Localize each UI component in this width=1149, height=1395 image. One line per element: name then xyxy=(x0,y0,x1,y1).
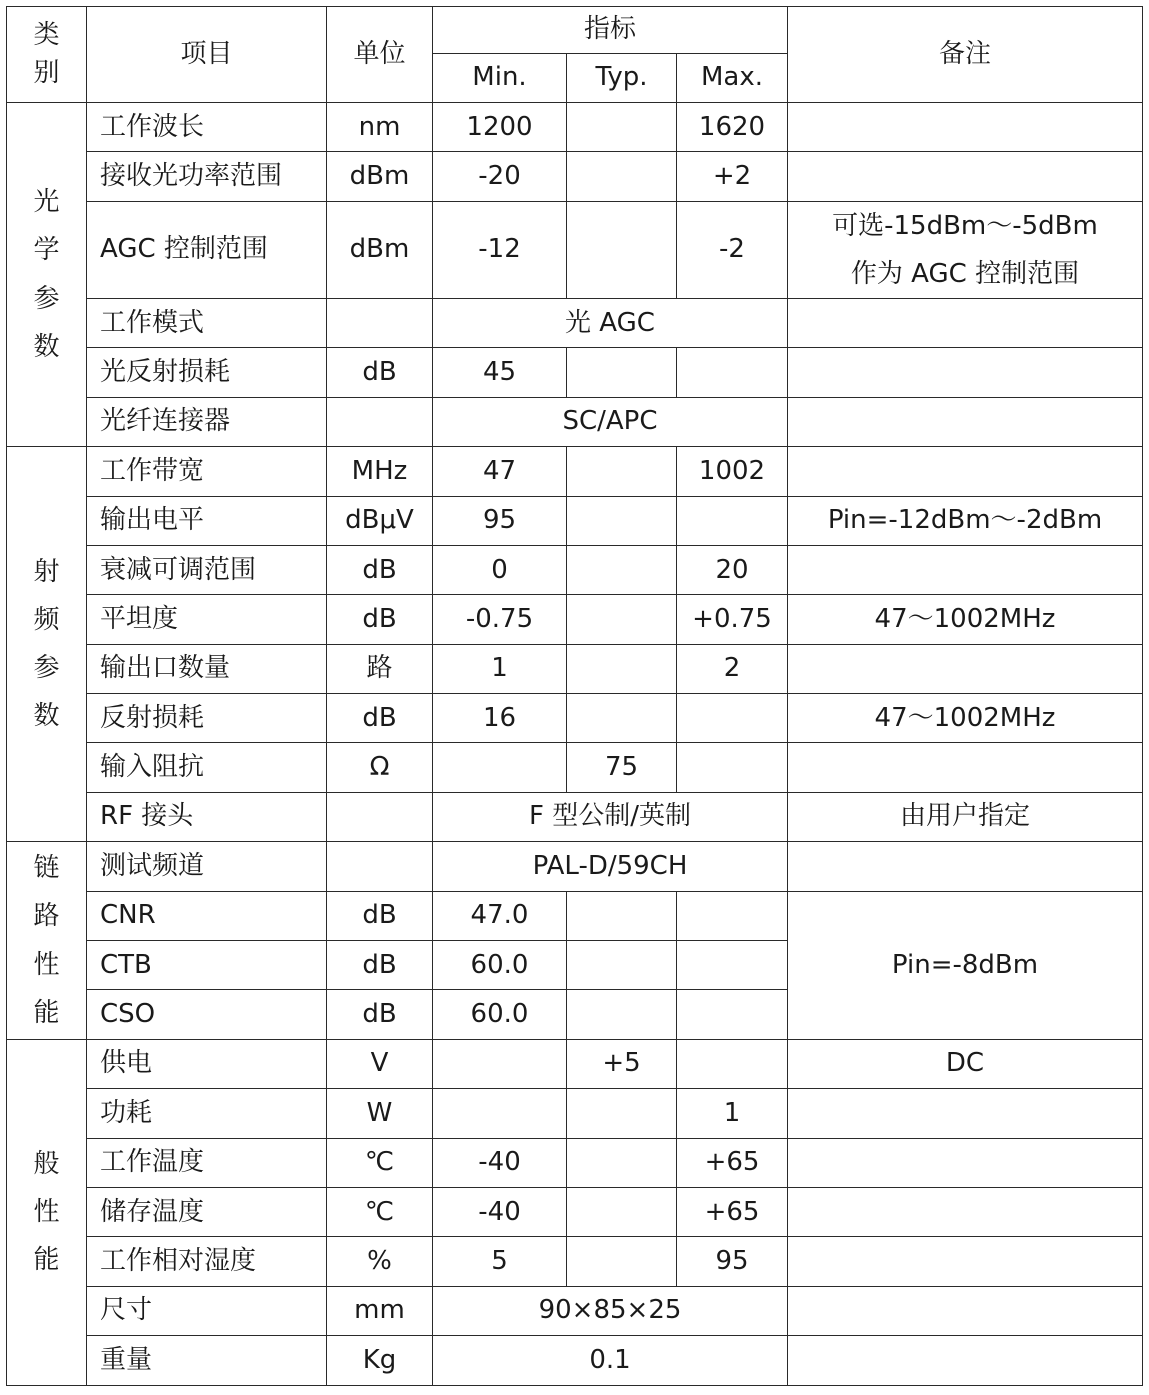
typ-cell: 75 xyxy=(567,743,677,792)
max-cell xyxy=(677,694,788,743)
note-cell xyxy=(788,447,1143,496)
min-cell xyxy=(433,1089,567,1138)
max-cell xyxy=(677,941,788,990)
table-row xyxy=(7,595,1143,644)
typ-cell xyxy=(567,1138,677,1187)
item-cell: 工作波长 xyxy=(87,103,327,152)
table-row xyxy=(7,1188,1143,1237)
max-cell: +65 xyxy=(677,1188,788,1237)
max-cell: +0.75 xyxy=(677,595,788,644)
note-cell xyxy=(788,298,1143,347)
min-cell xyxy=(433,1039,567,1088)
max-cell: 2 xyxy=(677,644,788,693)
max-cell: 1 xyxy=(677,1089,788,1138)
min-cell: -12 xyxy=(433,201,567,298)
max-cell xyxy=(677,496,788,545)
min-cell: 16 xyxy=(433,694,567,743)
unit-cell: 路 xyxy=(327,644,433,693)
item-cell: 工作相对湿度 xyxy=(87,1237,327,1286)
item-cell: 光纤连接器 xyxy=(87,397,327,446)
unit-cell: MHz xyxy=(327,447,433,496)
unit-cell: dB xyxy=(327,694,433,743)
min-cell: 60.0 xyxy=(433,990,567,1039)
value-cell: F 型公制/英制 xyxy=(433,792,788,841)
typ-cell xyxy=(567,990,677,1039)
item-cell: 输入阻抗 xyxy=(87,743,327,792)
min-cell: 45 xyxy=(433,348,567,397)
min-cell: 60.0 xyxy=(433,941,567,990)
item-cell: 衰减可调范围 xyxy=(87,545,327,594)
table-row xyxy=(7,201,1143,298)
table-row xyxy=(7,1286,1143,1335)
typ-cell xyxy=(567,595,677,644)
header-indicator: 指标 xyxy=(433,7,788,54)
typ-cell xyxy=(567,152,677,201)
spec-table xyxy=(6,6,1143,1386)
table-row xyxy=(7,891,1143,940)
note-cell xyxy=(788,1286,1143,1335)
unit-cell xyxy=(327,792,433,841)
item-cell: 工作模式 xyxy=(87,298,327,347)
typ-cell xyxy=(567,941,677,990)
unit-cell: mm xyxy=(327,1286,433,1335)
section-label-general: 般 性 能 xyxy=(7,1039,87,1385)
min-cell: 5 xyxy=(433,1237,567,1286)
note-cell: Pin=-12dBm～-2dBm xyxy=(788,496,1143,545)
note-cell xyxy=(788,545,1143,594)
unit-cell: dB xyxy=(327,545,433,594)
unit-cell xyxy=(327,397,433,446)
max-cell xyxy=(677,990,788,1039)
note-cell xyxy=(788,1188,1143,1237)
item-cell: 重量 xyxy=(87,1336,327,1385)
item-cell: 反射损耗 xyxy=(87,694,327,743)
typ-cell xyxy=(567,1188,677,1237)
item-cell: 储存温度 xyxy=(87,1188,327,1237)
table-row xyxy=(7,842,1143,891)
unit-cell: dBm xyxy=(327,152,433,201)
unit-cell: V xyxy=(327,1039,433,1088)
header-typ: Typ. xyxy=(567,54,677,103)
max-cell: 1002 xyxy=(677,447,788,496)
table-row xyxy=(7,1039,1143,1088)
table-row xyxy=(7,1336,1143,1385)
note-cell xyxy=(788,201,1143,298)
unit-cell: dBm xyxy=(327,201,433,298)
note-cell xyxy=(788,842,1143,891)
header-note: 备注 xyxy=(788,7,1143,103)
typ-cell xyxy=(567,545,677,594)
value-cell: 0.1 xyxy=(433,1336,788,1385)
note-cell xyxy=(788,1138,1143,1187)
table-row xyxy=(7,348,1143,397)
item-cell: 输出口数量 xyxy=(87,644,327,693)
min-cell: -40 xyxy=(433,1188,567,1237)
item-cell: 接收光功率范围 xyxy=(87,152,327,201)
typ-cell xyxy=(567,1089,677,1138)
table-row xyxy=(7,1089,1143,1138)
max-cell: 20 xyxy=(677,545,788,594)
section-label-rf: 射 频 参 数 xyxy=(7,447,87,842)
max-cell: 1620 xyxy=(677,103,788,152)
note-cell: 由用户指定 xyxy=(788,792,1143,841)
typ-cell xyxy=(567,644,677,693)
item-cell: 测试频道 xyxy=(87,842,327,891)
typ-cell xyxy=(567,201,677,298)
typ-cell xyxy=(567,103,677,152)
typ-cell xyxy=(567,1237,677,1286)
value-cell: PAL-D/59CH xyxy=(433,842,788,891)
section-label-link: 链 路 性 能 xyxy=(7,842,87,1040)
unit-cell xyxy=(327,298,433,347)
unit-cell: Ω xyxy=(327,743,433,792)
unit-cell: % xyxy=(327,1237,433,1286)
table-row xyxy=(7,103,1143,152)
max-cell xyxy=(677,1039,788,1088)
header-category: 类 别 xyxy=(7,7,87,103)
note-cell xyxy=(788,152,1143,201)
unit-cell: dB xyxy=(327,891,433,940)
header-item: 项目 xyxy=(87,7,327,103)
typ-cell xyxy=(567,348,677,397)
item-cell: 输出电平 xyxy=(87,496,327,545)
min-cell: 47 xyxy=(433,447,567,496)
max-cell: +65 xyxy=(677,1138,788,1187)
unit-cell: ℃ xyxy=(327,1138,433,1187)
item-cell: CSO xyxy=(87,990,327,1039)
unit-cell: dB xyxy=(327,941,433,990)
max-cell xyxy=(677,743,788,792)
item-cell: 光反射损耗 xyxy=(87,348,327,397)
note-cell xyxy=(788,1089,1143,1138)
note-line: 作为 AGC 控制范围 xyxy=(850,258,1080,289)
value-cell: 光 AGC xyxy=(433,298,788,347)
item-cell: CNR xyxy=(87,891,327,940)
min-cell: 95 xyxy=(433,496,567,545)
min-cell: 1 xyxy=(433,644,567,693)
typ-cell: +5 xyxy=(567,1039,677,1088)
value-cell: SC/APC xyxy=(433,397,788,446)
table-row xyxy=(7,152,1143,201)
max-cell: -2 xyxy=(677,201,788,298)
max-cell xyxy=(677,891,788,940)
note-cell xyxy=(788,103,1143,152)
item-cell: AGC 控制范围 xyxy=(87,201,327,298)
unit-cell: nm xyxy=(327,103,433,152)
note-cell: 47～1002MHz xyxy=(788,595,1143,644)
note-cell xyxy=(788,644,1143,693)
note-cell xyxy=(788,348,1143,397)
typ-cell xyxy=(567,447,677,496)
min-cell: 47.0 xyxy=(433,891,567,940)
note-cell-shared: Pin=-8dBm xyxy=(788,891,1143,1039)
min-cell: 0 xyxy=(433,545,567,594)
table-row xyxy=(7,545,1143,594)
table-row xyxy=(7,1237,1143,1286)
note-cell xyxy=(788,397,1143,446)
section-label-optical: 光 学 参 数 xyxy=(7,103,87,447)
min-cell: -40 xyxy=(433,1138,567,1187)
unit-cell: W xyxy=(327,1089,433,1138)
header-max: Max. xyxy=(677,54,788,103)
item-cell: 平坦度 xyxy=(87,595,327,644)
unit-cell: dB xyxy=(327,990,433,1039)
note-cell xyxy=(788,1336,1143,1385)
item-cell: CTB xyxy=(87,941,327,990)
item-cell: 工作温度 xyxy=(87,1138,327,1187)
table-row xyxy=(7,447,1143,496)
note-cell xyxy=(788,1237,1143,1286)
item-cell: 尺寸 xyxy=(87,1286,327,1335)
max-cell xyxy=(677,348,788,397)
unit-cell: Kg xyxy=(327,1336,433,1385)
header-row xyxy=(7,7,1143,54)
note-cell xyxy=(788,743,1143,792)
typ-cell xyxy=(567,694,677,743)
unit-cell xyxy=(327,842,433,891)
note-cell: DC xyxy=(788,1039,1143,1088)
max-cell: +2 xyxy=(677,152,788,201)
header-min: Min. xyxy=(433,54,567,103)
typ-cell xyxy=(567,891,677,940)
table-row xyxy=(7,792,1143,841)
table-row xyxy=(7,496,1143,545)
item-cell: 工作带宽 xyxy=(87,447,327,496)
note-cell: 47～1002MHz xyxy=(788,694,1143,743)
min-cell: 1200 xyxy=(433,103,567,152)
typ-cell xyxy=(567,496,677,545)
item-cell: 供电 xyxy=(87,1039,327,1088)
item-cell: RF 接头 xyxy=(87,792,327,841)
unit-cell: dB xyxy=(327,595,433,644)
table-row xyxy=(7,644,1143,693)
unit-cell: dBμV xyxy=(327,496,433,545)
table-row xyxy=(7,298,1143,347)
max-cell: 95 xyxy=(677,1237,788,1286)
unit-cell: dB xyxy=(327,348,433,397)
table-row xyxy=(7,743,1143,792)
table-row xyxy=(7,397,1143,446)
table-row xyxy=(7,1138,1143,1187)
item-cell: 功耗 xyxy=(87,1089,327,1138)
header-unit: 单位 xyxy=(327,7,433,103)
unit-cell: ℃ xyxy=(327,1188,433,1237)
min-cell: -20 xyxy=(433,152,567,201)
value-cell: 90×85×25 xyxy=(433,1286,788,1335)
min-cell xyxy=(433,743,567,792)
min-cell: -0.75 xyxy=(433,595,567,644)
table-row xyxy=(7,694,1143,743)
note-line: 可选-15dBm～-5dBm xyxy=(832,210,1098,241)
